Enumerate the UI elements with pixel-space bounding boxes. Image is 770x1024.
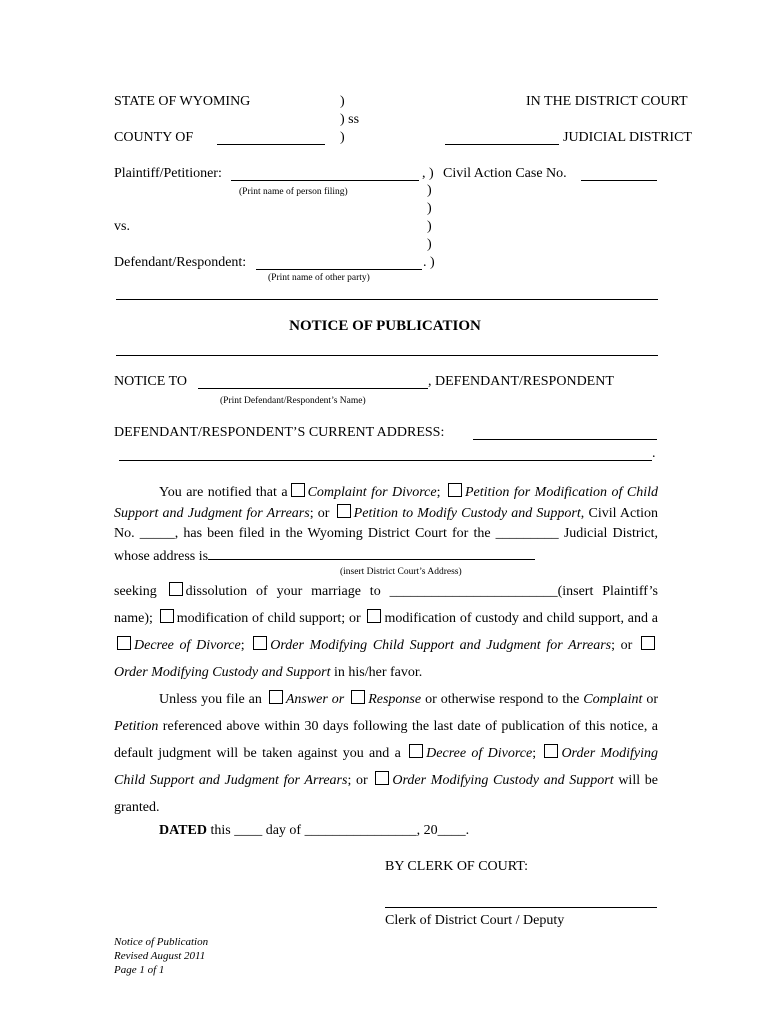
- judicial-district-field[interactable]: [445, 130, 559, 145]
- or-text: or: [646, 692, 659, 707]
- defendant-notice-name-field[interactable]: [198, 374, 428, 389]
- address-end: .: [652, 446, 656, 461]
- caption-paren: ): [427, 201, 432, 216]
- judicial-district-label: JUDICIAL DISTRICT: [563, 130, 692, 145]
- clerk-label: Clerk of District Court / Deputy: [385, 913, 565, 928]
- order-child-support-checkbox-2[interactable]: [544, 744, 558, 758]
- answer-checkbox[interactable]: [269, 690, 283, 704]
- address-field-1[interactable]: [473, 425, 657, 440]
- or-text: ; or: [611, 638, 633, 653]
- p2-text-b: or otherwise respond to the: [425, 692, 580, 707]
- dated-label: DATED: [159, 823, 207, 838]
- mod-custody-label: modification of custody and child support, and a: [384, 611, 659, 626]
- vs-label: vs.: [114, 219, 130, 234]
- footer-page: Page 1 of 1: [114, 964, 165, 976]
- paragraph-2: Unless you file an Answer or Response or otherwise respond to the Complaint or Petition referenced above within 30 days following the last date of publication of this notice, a default judgment will be taken against you and a Decree of Divorce; Order Modifying Child Support and Judgment for Arrears; or Order Modifying Custody and Support will be granted.: [114, 692, 659, 815]
- or-text: or: [331, 692, 345, 707]
- mod-custody-checkbox[interactable]: [367, 609, 381, 623]
- name-note: (Print Defendant/Respondent’s Name): [220, 396, 366, 406]
- petition-modify-label: Petition to Modify Custody and Support: [353, 505, 581, 521]
- footer-revision: Revised August 2011: [114, 950, 206, 962]
- divider-top: [116, 299, 658, 300]
- response-label: Response: [368, 692, 422, 707]
- complaint-label: Complaint for Divorce: [307, 485, 437, 500]
- court-address-field[interactable]: [208, 545, 535, 560]
- order-child-support-label: Order Modifying Child Support and Judgment for Arrears: [270, 638, 612, 653]
- dated-rest: this ____ day of ________________, 20____.: [210, 823, 470, 838]
- granted-text: will be granted.: [114, 773, 658, 815]
- by-clerk-label: BY CLERK OF COURT:: [385, 859, 529, 874]
- page-title: NOTICE OF PUBLICATION: [289, 318, 481, 334]
- decree-checkbox[interactable]: [117, 636, 131, 650]
- role-label: , DEFENDANT/RESPONDENT: [428, 374, 614, 389]
- decree-label: Decree of Divorce: [134, 638, 241, 653]
- address-label: DEFENDANT/RESPONDENT’S CURRENT ADDRESS:: [114, 425, 445, 440]
- order-custody-checkbox-2[interactable]: [375, 771, 389, 785]
- p1-text: You are notified that a: [159, 485, 288, 500]
- caption-paren: ): [427, 183, 432, 198]
- caption-paren: , ): [422, 166, 434, 181]
- caption-paren: ): [427, 219, 432, 234]
- court-label: IN THE DISTRICT COURT: [526, 94, 688, 109]
- defendant-note: (Print name of other party): [268, 273, 370, 283]
- petition-ref: Petition: [114, 719, 159, 734]
- order-custody-label: Order Modifying Custody and Support: [114, 665, 331, 680]
- mod-child-support-checkbox[interactable]: [160, 609, 174, 623]
- favor-text: in his/her favor.: [333, 665, 423, 680]
- decree-checkbox-2[interactable]: [409, 744, 423, 758]
- seeking-text: seeking: [114, 584, 157, 599]
- order-child-support-checkbox[interactable]: [253, 636, 267, 650]
- county-label: COUNTY OF: [114, 130, 194, 145]
- complaint-checkbox[interactable]: [291, 483, 305, 497]
- p2-text: Unless you file an: [159, 692, 262, 707]
- court-address-note: (insert District Court’s Address): [340, 567, 462, 577]
- state-label: STATE OF WYOMING: [114, 94, 251, 109]
- address-field-2[interactable]: [119, 446, 652, 461]
- ss-label: ) ss: [340, 112, 360, 127]
- divider-bottom: [116, 355, 658, 356]
- seeking-paragraph: seeking dissolution of your marriage to ________________________(insert Plaintiff’s name); modification of child support; or modification of custody and child support, and a Decree of Divorce; Order Modifying Child Support and Judgment for Arrears; or Order Modifying Custody and Support in his/her favor.: [114, 584, 659, 680]
- caption-paren: . ): [423, 255, 435, 270]
- order-child-support-label-2: Order Modifying Child Support and Judgment for Arrears: [114, 746, 659, 788]
- petition-modification-checkbox[interactable]: [448, 483, 462, 497]
- plaintiff-note: (Print name of person filing): [239, 187, 348, 197]
- p1-rest: , Civil Action No. _____, has been filed in the Wyoming District Court for the _________ Judicial District, whose address is: [114, 505, 659, 564]
- paragraph-1: [114, 483, 658, 567]
- petition-modify-checkbox[interactable]: [337, 504, 351, 518]
- or-text: ; or: [347, 773, 368, 788]
- complaint-ref: Complaint: [583, 692, 643, 707]
- caption-paren: ): [427, 237, 432, 252]
- plaintiff-label: Plaintiff/Petitioner:: [114, 166, 222, 181]
- dated-line: [159, 823, 469, 839]
- or-text: ; or: [309, 505, 330, 521]
- civil-action-label: Civil Action Case No.: [443, 166, 567, 181]
- order-custody-label-2: Order Modifying Custody and Support: [392, 773, 614, 788]
- footer: [114, 935, 208, 977]
- footer-title: Notice of Publication: [114, 936, 209, 948]
- clerk-signature-field[interactable]: [385, 893, 657, 908]
- caption-paren: ): [340, 130, 345, 145]
- defendant-name-field[interactable]: [256, 255, 422, 270]
- notice-to-label: NOTICE TO: [114, 374, 187, 389]
- answer-label: Answer: [285, 692, 328, 707]
- mod-child-support-label: modification of child support; or: [176, 611, 361, 626]
- decree-label-2: Decree of Divorce: [426, 746, 533, 761]
- p2-text-c: referenced above within 30 days following the last date of publication of this notice, a default judgment will be taken against you and a: [114, 719, 659, 761]
- case-number-field[interactable]: [581, 166, 657, 181]
- semicolon: ;: [436, 485, 441, 500]
- county-field[interactable]: [217, 130, 325, 145]
- petition-modification-label: Petition for Modification of Child Support and Judgment for Arrears: [114, 485, 658, 521]
- order-custody-checkbox[interactable]: [641, 636, 655, 650]
- dissolution-checkbox[interactable]: [169, 582, 183, 596]
- dissolution-label: dissolution of your marriage to ________________________(insert Plaintiff’s name);: [114, 584, 659, 626]
- response-checkbox[interactable]: [351, 690, 365, 704]
- defendant-label: Defendant/Respondent:: [114, 255, 247, 270]
- plaintiff-name-field[interactable]: [231, 166, 419, 181]
- caption-paren: ): [340, 94, 345, 109]
